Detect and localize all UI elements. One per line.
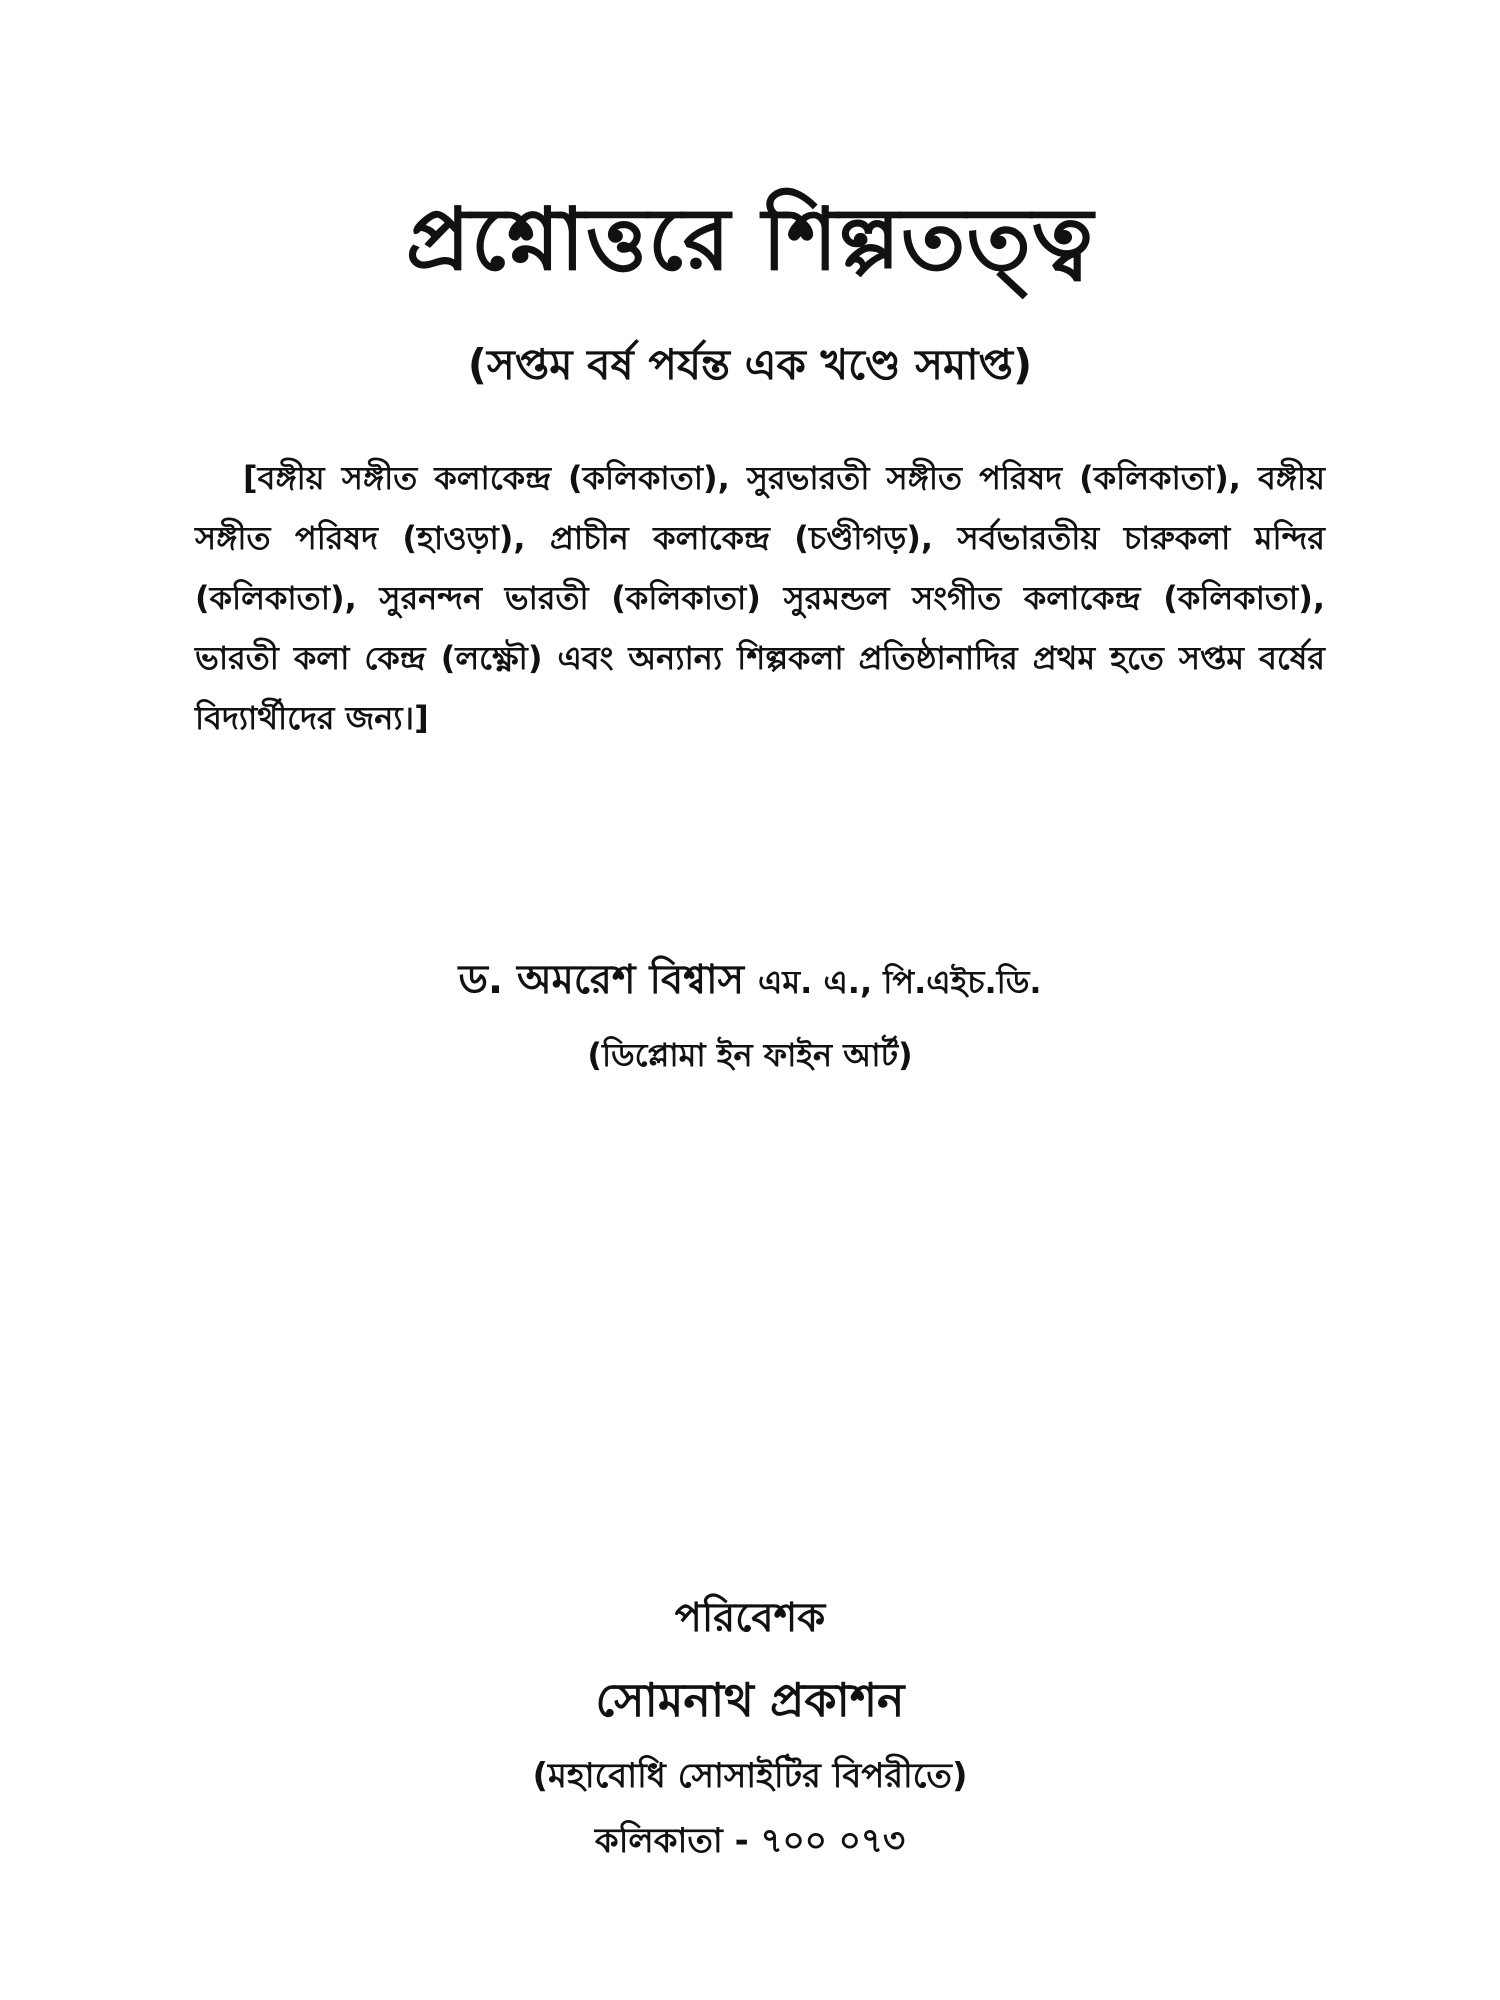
publisher-address-note: (মহাবোধি সোসাইটির বিপরীতে) — [532, 1756, 968, 1796]
author-name: ড. অমরেশ বিশ্বাস — [458, 957, 745, 1003]
publisher-name: সোমনাথ প্রকাশন — [595, 1673, 905, 1727]
book-subtitle: (সপ্তম বর্ষ পর্যন্ত এক খণ্ডে সমাপ্ত) — [467, 340, 1033, 389]
paragraph-line: সঙ্গীত পরিষদ (হাওড়া), প্রাচীন কলাকেন্দ্র (চণ্ডীগড়), সর্বভারতীয় চারুকলা মন্দির — [195, 519, 1325, 557]
author-line — [0, 950, 1500, 1012]
institutions-paragraph — [195, 448, 1325, 748]
paragraph-line: [বঙ্গীয় সঙ্গীত কলাকেন্দ্র (কলিকাতা), সুরভারতী সঙ্গীত পরিষদ (কলিকাতা), বঙ্গীয় — [243, 459, 1325, 497]
distributor-label: পরিবেশক — [674, 1595, 826, 1641]
paragraph-line: বিদ্যার্থীদের জন্য।] — [195, 699, 429, 737]
publisher-city: কলিকাতা - ৭০০ ০৭৩ — [594, 1821, 906, 1861]
paragraph-line: ভারতী কলা কেন্দ্র (লক্ষ্ণৌ) এবং অন্যান্য শিল্পকলা প্রতিষ্ঠানাদির প্রথম হতে সপ্তম বর্ষের — [195, 639, 1325, 677]
paragraph-line: (কলিকাতা), সুরনন্দন ভারতী (কলিকাতা) সুরমন্ডল সংগীত কলাকেন্দ্র (কলিকাতা), — [195, 579, 1325, 617]
author-diploma: (ডিপ্লোমা ইন ফাইন আর্ট) — [587, 1036, 913, 1074]
book-title: প্রশ্নোত্তরে শিল্পতত্ত্ব — [405, 190, 1095, 290]
author-degrees: এম. এ., পি.এইচ.ডি. — [758, 963, 1042, 1001]
